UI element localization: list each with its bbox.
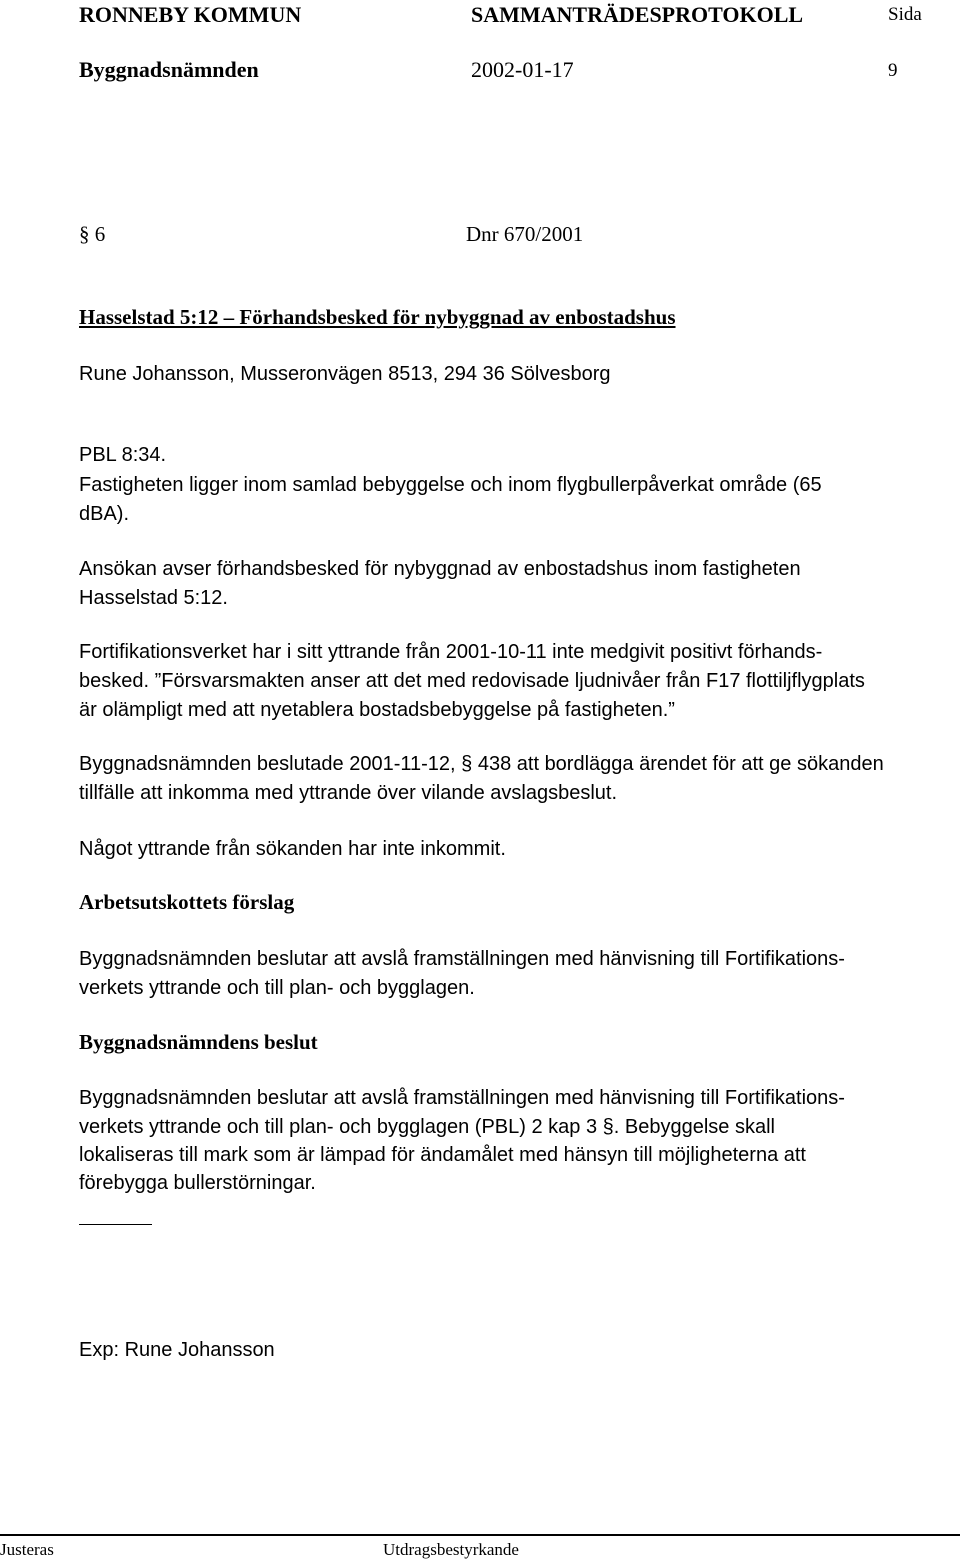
decision-heading: Byggnadsnämndens beslut (79, 1030, 318, 1054)
separator-line (79, 1224, 152, 1225)
decision-text-line: lokaliseras till mark som är lämpad för ändamålet med hänsyn till möjligheterna att (79, 1144, 806, 1166)
document-type: SAMMANTRÄDESPROTOKOLL (471, 2, 804, 27)
paragraph-sign: § (461, 753, 473, 775)
pbl-text-line: Fastigheten ligger inom samlad bebyggelse och inom flygbullerpåverkat område (65 (79, 474, 822, 496)
committee-decision-line: tillfälle att inkomma med yttrande över vilande avslagsbeslut. (79, 782, 618, 804)
footer-justeras: Justeras (0, 1540, 54, 1559)
footer-rule (0, 1534, 960, 1536)
application-text-line: Ansökan avser förhandsbesked för nybyggnad av enbostadshus inom fastigheten (79, 558, 801, 580)
paragraph-number: 6 (94, 222, 106, 246)
committee-decision-text: 438 att bordlägga ärendet för att ge sökanden (477, 753, 884, 775)
working-committee-heading: Arbetsutskottets förslag (79, 890, 295, 914)
decision-text: verkets yttrande och till plan- och bygglagen (PBL) 2 kap 3 (79, 1116, 598, 1138)
case-title: Hasselstad 5:12 – Förhandsbesked för nybyggnad av enbostadshus (79, 305, 676, 329)
dispatch-line: Exp: Rune Johansson (79, 1339, 275, 1361)
fortification-text-line: besked. ”Försvarsmakten anser att det med redovisade ljudnivåer från F17 flottiljflygplats (79, 670, 865, 692)
decision-text-line: Byggnadsnämnden beslutar att avslå framställningen med hänvisning till Fortifikations- (79, 1087, 845, 1109)
decision-text: . Bebyggelse skall (613, 1116, 775, 1138)
paragraph-sign: § (602, 1116, 614, 1138)
municipality-name: RONNEBY KOMMUN (79, 2, 302, 27)
footer-utdragsbestyrkande: Utdragsbestyrkande (383, 1540, 519, 1559)
decision-text-line: förebygga bullerstörningar. (79, 1172, 316, 1194)
pbl-reference: PBL 8:34. (79, 444, 167, 466)
applicant-line: Rune Johansson, Musseronvägen 8513, 294 36 Sölvesborg (79, 363, 611, 385)
fortification-text-line: Fortifikationsverket har i sitt yttrande från 2001-10-11 inte medgivit positivt förhands- (79, 641, 823, 663)
meeting-date: 2002-01-17 (471, 57, 574, 82)
section-number (79, 220, 105, 249)
page-number: 9 (888, 60, 898, 81)
committee-name: Byggnadsnämnden (79, 57, 259, 82)
working-committee-text-line: verkets yttrande och till plan- och bygglagen. (79, 977, 475, 999)
committee-decision-line (79, 753, 884, 776)
diary-number: Dnr 670/2001 (466, 222, 584, 246)
paragraph-sign: § (79, 222, 90, 246)
fortification-text-line: är olämpligt med att nyetablera bostadsbebyggelse på fastigheten.” (79, 699, 675, 721)
decision-text-line (79, 1116, 775, 1139)
application-text-line: Hasselstad 5:12. (79, 587, 228, 609)
pbl-text-line: dBA). (79, 503, 130, 525)
no-response-text: Något yttrande från sökanden har inte inkommit. (79, 838, 506, 860)
working-committee-text-line: Byggnadsnämnden beslutar att avslå framställningen med hänvisning till Fortifikations- (79, 948, 845, 970)
page-label: Sida (888, 4, 922, 25)
committee-decision-text: Byggnadsnämnden beslutade 2001-11-12, (79, 753, 456, 775)
